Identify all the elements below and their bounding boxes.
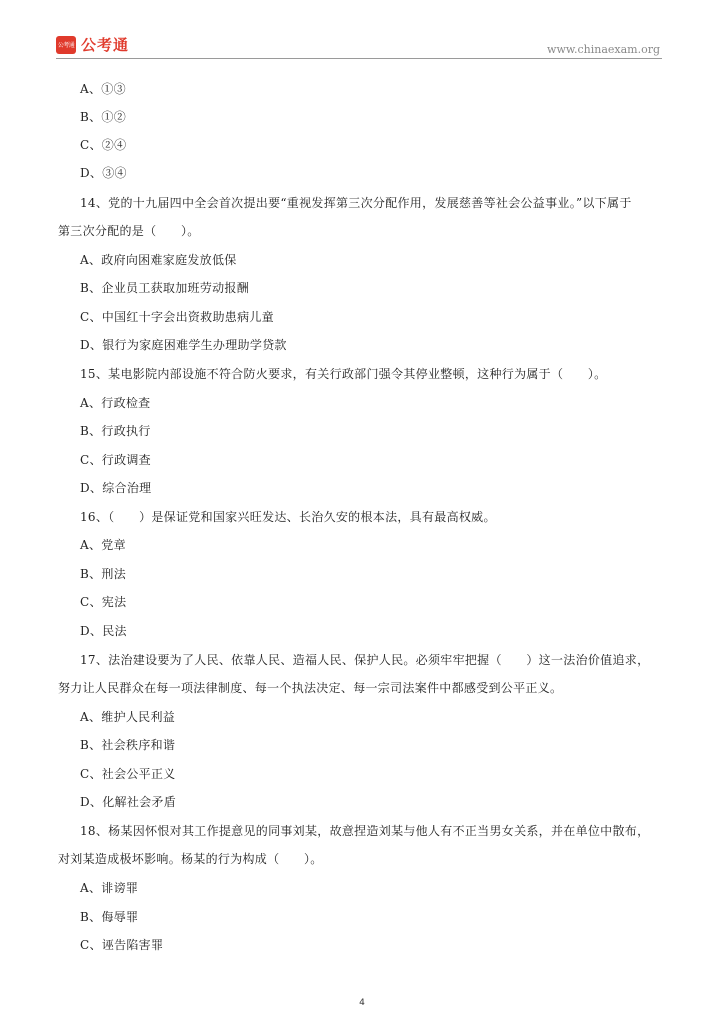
- option-line: A、诽谤罪: [80, 881, 139, 895]
- site-url: www.chinaexam.org: [547, 43, 660, 56]
- option-line: B、社会秩序和谐: [80, 738, 176, 752]
- option-line: B、刑法: [80, 567, 127, 581]
- option-line: B、①②: [80, 110, 127, 124]
- option-line: A、党章: [80, 538, 126, 552]
- option-line: D、综合治理: [80, 481, 152, 495]
- question-14-text-cont: 第三次分配的是（ ）。: [58, 224, 200, 238]
- question-17-text: 17、法治建设要为了人民、依靠人民、造福人民、保护人民。必须牢牢把握（ ）这一法治价值追求，: [80, 653, 650, 667]
- option-line: A、维护人民利益: [80, 710, 176, 724]
- question-18-text-cont: 对刘某造成极坏影响。杨某的行为构成（ ）。: [58, 852, 323, 866]
- option-line: A、①③: [80, 82, 126, 96]
- option-line: C、行政调查: [80, 453, 151, 467]
- question-18-text: 18、杨某因怀恨对其工作提意见的同事刘某，故意捏造刘某与他人有不正当男女关系，并在单位中散布，: [80, 824, 650, 838]
- question-14-text: 14、党的十九届四中全会首次提出要“重视发挥第三次分配作用，发展慈善等社会公益事业。”以下属于: [80, 196, 632, 210]
- question-17-text-cont: 努力让人民群众在每一项法律制度、每一个执法决定、每一宗司法案件中都感受到公平正义。: [58, 681, 563, 695]
- option-line: D、民法: [80, 624, 127, 638]
- option-line: A、行政检查: [80, 396, 151, 410]
- option-line: C、宪法: [80, 595, 127, 609]
- option-line: C、诬告陷害罪: [80, 938, 164, 952]
- option-line: B、行政执行: [80, 424, 151, 438]
- option-line: B、企业员工获取加班劳动报酬: [80, 281, 250, 295]
- page-number: 4: [359, 998, 365, 1008]
- option-line: D、银行为家庭困难学生办理助学贷款: [80, 338, 287, 352]
- option-line: B、侮辱罪: [80, 910, 139, 924]
- page-header: [56, 32, 662, 59]
- question-15-text: 15、某电影院内部设施不符合防火要求，有关行政部门强令其停业整顿，这种行为属于（ ）。: [80, 367, 607, 381]
- logo-badge-icon: 公考通: [56, 36, 76, 54]
- question-16-text: 16、（ ）是保证党和国家兴旺发达、长治久安的根本法，具有最高权威。: [80, 510, 496, 524]
- brand-logo: [56, 34, 129, 55]
- logo-text: 公考通: [81, 36, 130, 54]
- option-line: C、中国红十字会出资救助患病儿童: [80, 310, 274, 324]
- option-line: C、社会公平正义: [80, 767, 176, 781]
- option-line: A、政府向困难家庭发放低保: [80, 253, 237, 267]
- option-line: C、②④: [80, 138, 127, 152]
- option-line: D、化解社会矛盾: [80, 795, 177, 809]
- option-line: D、③④: [80, 166, 127, 180]
